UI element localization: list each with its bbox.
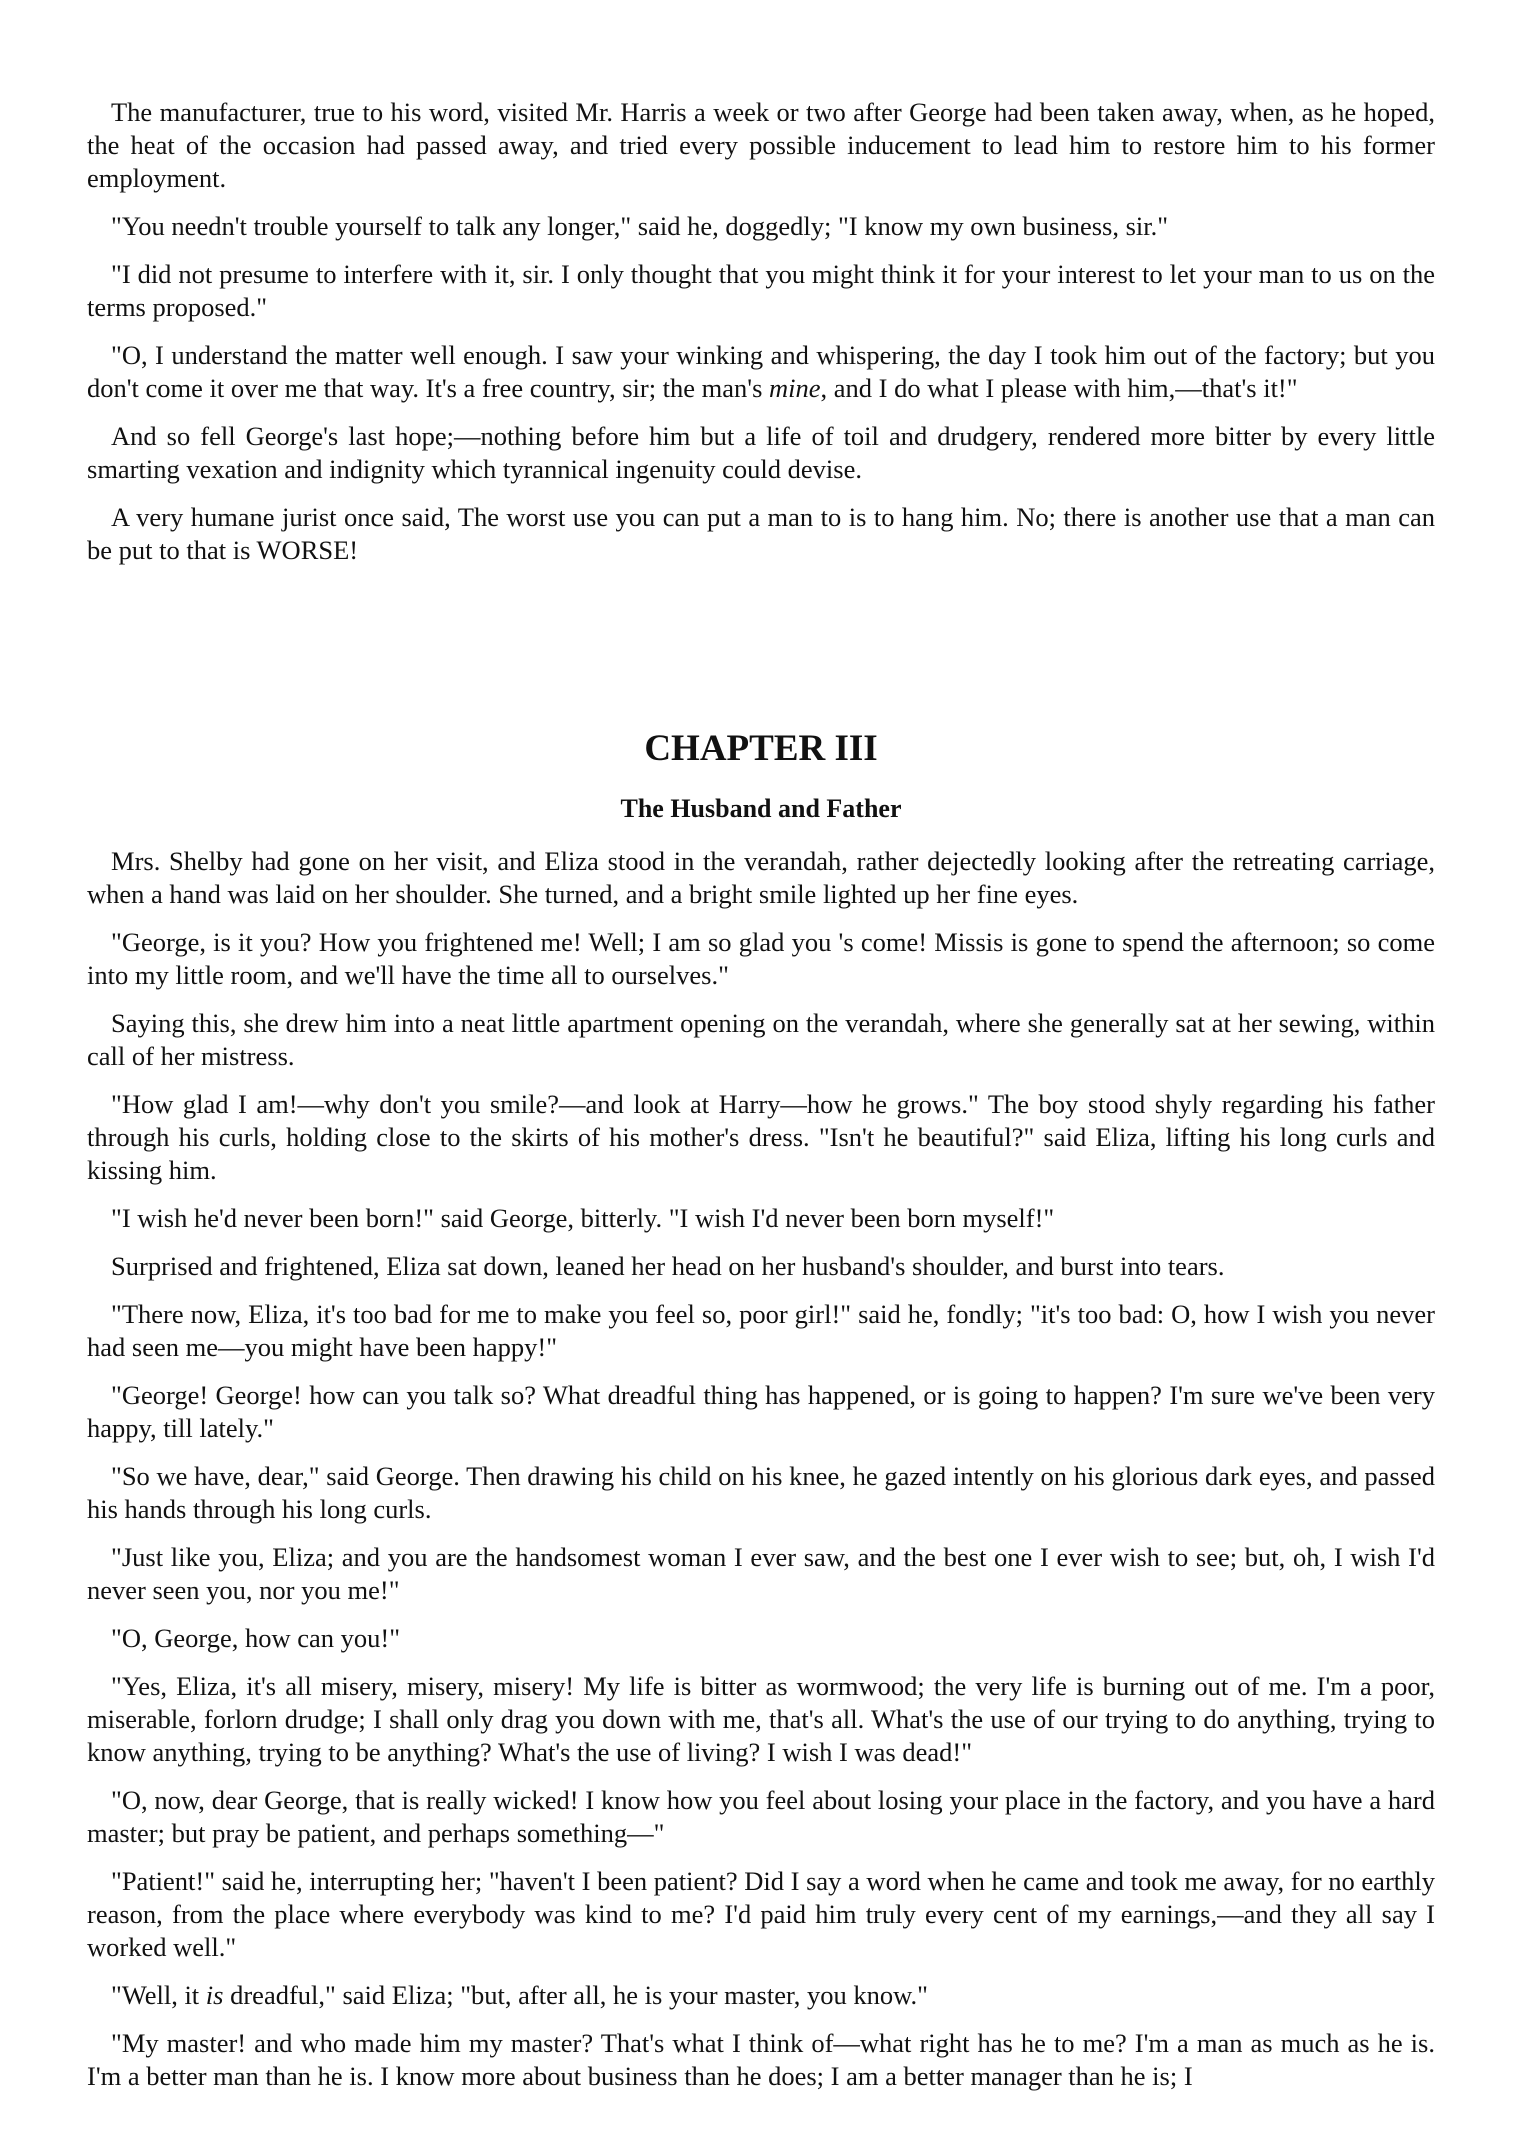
paragraph-text: "Well, it bbox=[111, 1980, 206, 2010]
paragraph: "Yes, Eliza, it's all misery, misery, misery! My life is bitter as wormwood; the very life is burning out of me. I'm a poor, miserable, forlorn drudge; I shall only drag you down with me, that's all. What's the use of our trying to do anything, trying to know anything, trying to be anything? What's the use of living? I wish I was dead!" bbox=[87, 1671, 1435, 1767]
section-spacer bbox=[87, 582, 1435, 727]
emphasis-text: mine bbox=[769, 373, 821, 403]
chapter-subtitle: The Husband and Father bbox=[620, 794, 902, 823]
paragraph bbox=[87, 339, 1435, 405]
book-page bbox=[87, 96, 1435, 2108]
paragraph: "I did not presume to interfere with it, sir. I only thought that you might think it for your interest to let your man to us on the terms proposed." bbox=[87, 259, 1435, 322]
paragraph: "My master! and who made him my master? That's what I think of—what right has he to me? I'm a man as much as he is. I'm a better man than he is. I know more about business than he does; I am a better manager than he is; I bbox=[87, 2028, 1435, 2091]
paragraph: "There now, Eliza, it's too bad for me to make you feel so, poor girl!" said he, fondly; "it's too bad: O, how I wish you never had seen me—you might have been happy!" bbox=[87, 1299, 1435, 1362]
paragraph: "You needn't trouble yourself to talk any longer," said he, doggedly; "I know my own business, sir." bbox=[111, 211, 1169, 241]
paragraph: The manufacturer, true to his word, visited Mr. Harris a week or two after George had been taken away, when, as he hoped, the heat of the occasion had passed away, and tried every possible inducement to lead him to restore him to his former employment. bbox=[87, 97, 1435, 193]
paragraph: "O, George, how can you!" bbox=[111, 1623, 401, 1653]
paragraph: Mrs. Shelby had gone on her visit, and Eliza stood in the verandah, rather dejectedly looking after the retreating carriage, when a hand was laid on her shoulder. She turned, and a bright smile lighted up her fine eyes. bbox=[87, 846, 1435, 909]
paragraph bbox=[87, 1979, 1435, 2012]
paragraph: Saying this, she drew him into a neat little apartment opening on the verandah, where she generally sat at her sewing, within call of her mistress. bbox=[87, 1008, 1435, 1071]
paragraph: "Patient!" said he, interrupting her; "haven't I been patient? Did I say a word when he came and took me away, for no earthly reason, from the place where everybody was kind to me? I'd paid him truly every cent of my earnings,—and they all say I worked well." bbox=[87, 1866, 1435, 1962]
paragraph: "How glad I am!—why don't you smile?—and look at Harry—how he grows." The boy stood shyly regarding his father through his curls, holding close to the skirts of his mother's dress. "Isn't he beautiful?" said Eliza, lifting his long curls and kissing him. bbox=[87, 1089, 1435, 1185]
paragraph: "Just like you, Eliza; and you are the handsomest woman I ever saw, and the best one I ever wish to see; but, oh, I wish I'd never seen you, nor you me!" bbox=[87, 1542, 1435, 1605]
paragraph: "So we have, dear," said George. Then drawing his child on his knee, he gazed intently on his glorious dark eyes, and passed his hands through his long curls. bbox=[87, 1461, 1435, 1524]
paragraph: "O, now, dear George, that is really wicked! I know how you feel about losing your place in the factory, and you have a hard master; but pray be patient, and perhaps something—" bbox=[87, 1785, 1435, 1848]
paragraph: "George, is it you? How you frightened me! Well; I am so glad you 's come! Missis is gone to spend the afternoon; so come into my little room, and we'll have the time all to ourselves." bbox=[87, 927, 1435, 990]
emphasis-text: is bbox=[205, 1980, 224, 2010]
paragraph-text: dreadful," said Eliza; "but, after all, he is your master, you know." bbox=[223, 1980, 928, 2010]
paragraph: A very humane jurist once said, The worst use you can put a man to is to hang him. No; there is another use that a man can be put to that is WORSE! bbox=[87, 502, 1435, 565]
paragraph-text: "O, I understand the matter well enough. I saw your winking and whispering, the day I took him out of the factory; but you don't come it over me that way. It's a free country, sir; the man's bbox=[87, 340, 1435, 403]
chapter-title: CHAPTER III bbox=[644, 728, 878, 769]
paragraph: And so fell George's last hope;—nothing before him but a life of toil and drudgery, rendered more bitter by every little smarting vexation and indignity which tyrannical ingenuity could devise. bbox=[87, 421, 1435, 484]
paragraph: "I wish he'd never been born!" said George, bitterly. "I wish I'd never been born myself!" bbox=[111, 1203, 1055, 1233]
paragraph-text: , and I do what I please with him,—that's it!" bbox=[820, 373, 1298, 403]
paragraph: "George! George! how can you talk so? What dreadful thing has happened, or is going to happen? I'm sure we've been very happy, till lately." bbox=[87, 1380, 1435, 1443]
paragraph: Surprised and frightened, Eliza sat down, leaned her head on her husband's shoulder, and burst into tears. bbox=[111, 1251, 1225, 1281]
